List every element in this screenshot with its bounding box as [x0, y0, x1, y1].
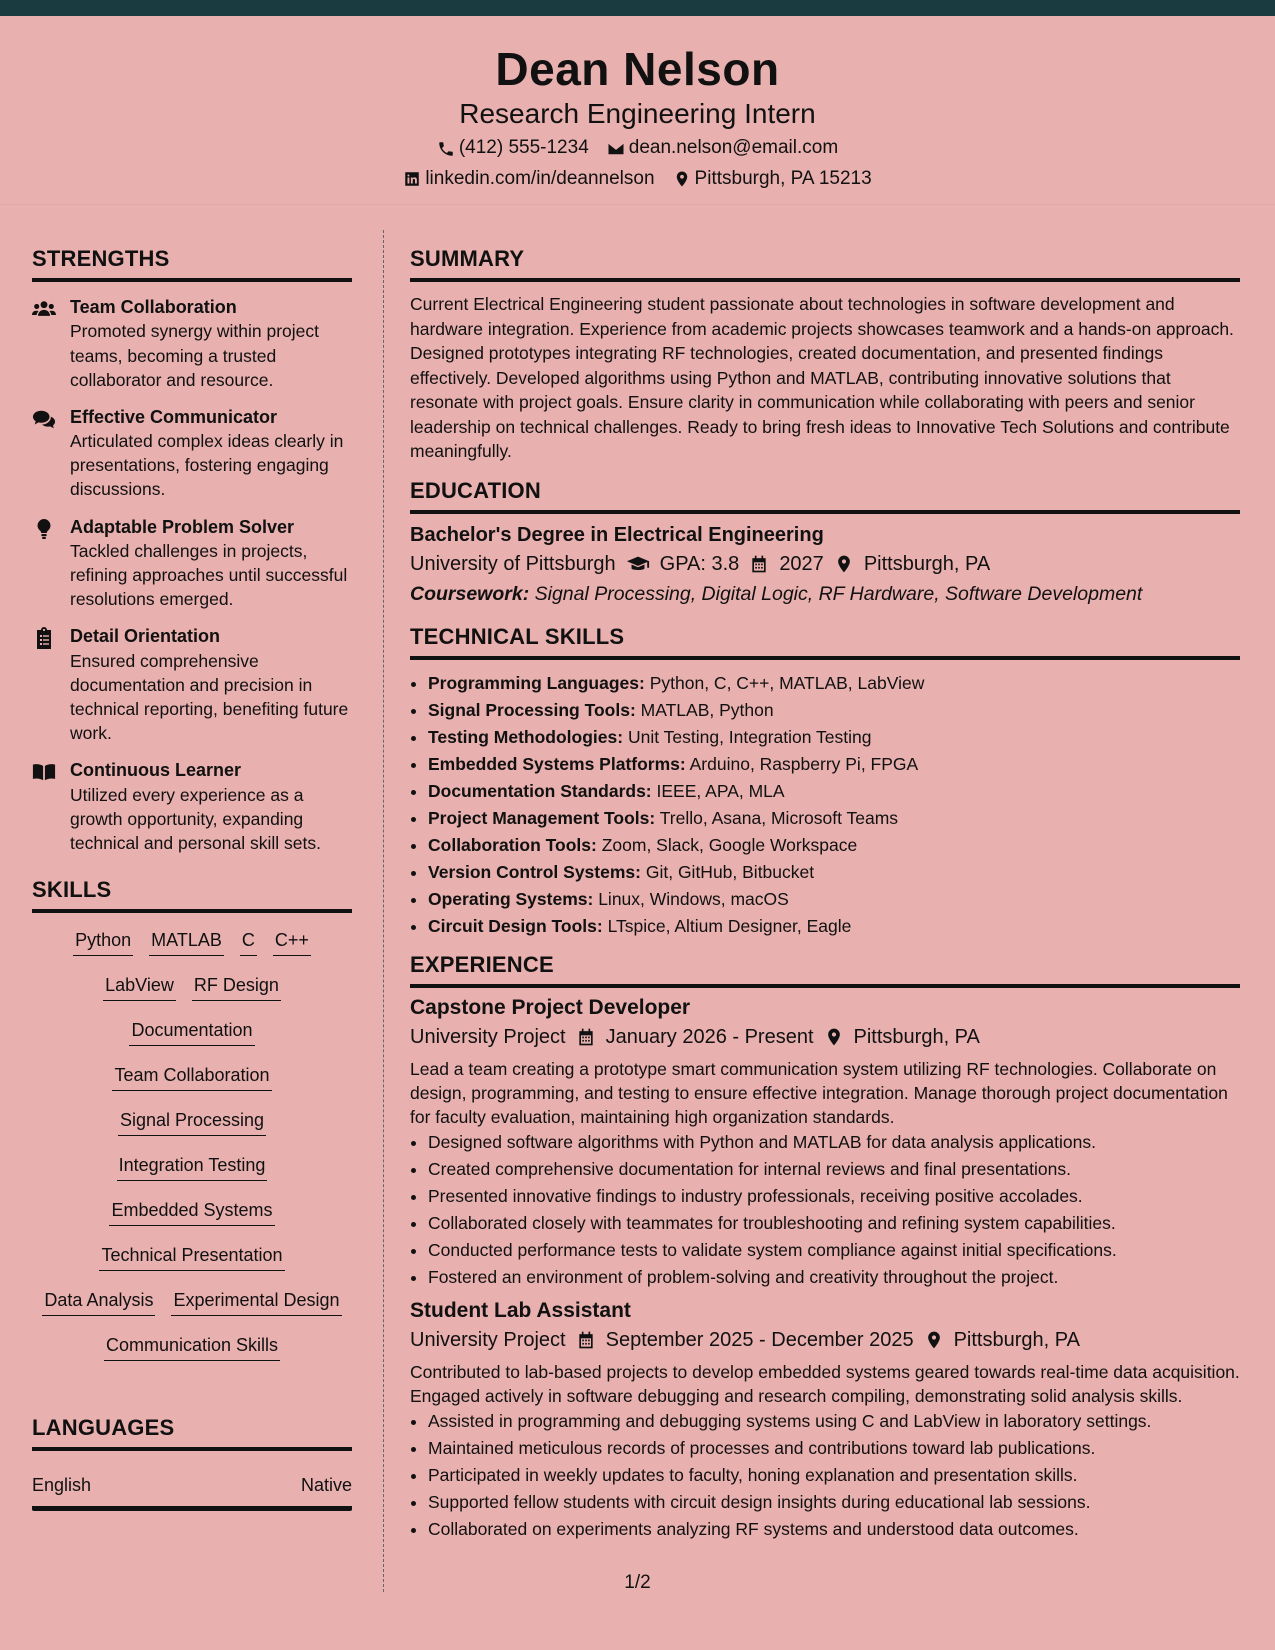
job-meta: [410, 1329, 1240, 1352]
skills-row: [32, 1336, 352, 1381]
tech-skill-value: Arduino, Raspberry Pi, FPGA: [689, 753, 919, 774]
tech-skill-value: Trello, Asana, Microsoft Teams: [659, 807, 899, 828]
list-item: • Designed software algorithms with Python and MATLAB for data analysis applications.: [428, 1129, 1240, 1156]
job-org: University Project: [410, 1328, 566, 1351]
job-entry: [410, 1299, 1240, 1543]
list-item: • Supported fellow students with circuit design insights during educational lab sessions.: [428, 1489, 1240, 1516]
skills-row: [32, 1246, 352, 1291]
skill-tag: Experimental Design: [171, 1291, 341, 1316]
list-item: [428, 670, 1240, 697]
tech-skill-value: Linux, Windows, macOS: [598, 888, 789, 909]
calendar-icon: [576, 1330, 596, 1350]
skill-tag: Integration Testing: [117, 1156, 268, 1181]
gpa-text: GPA: 3.8: [659, 552, 740, 575]
strength-title: Effective Communicator: [70, 406, 278, 427]
degree-title: Bachelor's Degree in Electrical Engineering: [410, 523, 824, 546]
skills-list: [32, 931, 352, 1381]
email-text: dean.nelson@email.com: [628, 137, 839, 159]
contact-row-2: [0, 167, 1275, 192]
list-item: [428, 751, 1240, 778]
coursework-line: [410, 583, 1240, 606]
book-icon: [32, 761, 56, 783]
skill-tag: C++: [273, 931, 311, 956]
strength-desc: Utilized every experience as a growth opportunity, expanding technical and personal skill sets.: [70, 784, 321, 854]
tech-skill-value: Zoom, Slack, Google Workspace: [601, 834, 858, 855]
tech-skill-value: Unit Testing, Integration Testing: [627, 726, 872, 747]
job-location: Pittsburgh, PA: [953, 1328, 1080, 1351]
education-location: Pittsburgh, PA: [863, 552, 991, 575]
phone-text: (412) 555-1234: [458, 137, 589, 159]
tech-skill-value: Git, GitHub, Bitbucket: [645, 861, 815, 882]
job-title: Capstone Project Developer: [410, 995, 691, 1019]
candidate-name: Dean Nelson: [495, 43, 780, 95]
strength-title: Team Collaboration: [70, 297, 237, 317]
location-contact: [673, 167, 872, 192]
job-org: University Project: [410, 1025, 566, 1048]
map-pin-icon: [834, 554, 854, 574]
clipboard-icon: [32, 627, 56, 649]
strength-item: [32, 625, 352, 745]
list-item: [428, 832, 1240, 859]
education-heading: EDUCATION: [410, 478, 1240, 514]
contact-row-1: [0, 136, 1275, 161]
skills-row: [32, 1021, 352, 1066]
tech-skill-label: Documentation Standards:: [428, 780, 652, 801]
strength-title: Continuous Learner: [70, 760, 242, 781]
strength-title: Adaptable Problem Solver: [70, 516, 295, 537]
school-name: University of Pittsburgh: [410, 552, 616, 575]
email-contact[interactable]: [607, 136, 838, 161]
skill-tag: LabView: [103, 976, 176, 1001]
job-location: Pittsburgh, PA: [853, 1025, 980, 1048]
left-column: [32, 246, 352, 1511]
strength-item: [32, 296, 352, 392]
skills-heading: SKILLS: [32, 877, 352, 913]
skills-row: [32, 1066, 352, 1111]
list-item: [428, 724, 1240, 751]
job-dates: January 2026 - Present: [605, 1025, 814, 1048]
job-description: Lead a team creating a prototype smart communication system utilizing RF technologies. Collaborate on design, programming, and testing to ensure effective integration. Manage thorough project documentation for faculty evaluation, maintaining high organization standards.: [410, 1058, 1228, 1127]
tech-skill-label: Project Management Tools:: [428, 807, 656, 828]
linkedin-icon: [403, 170, 421, 188]
job-dates: September 2025 - December 2025: [605, 1328, 914, 1351]
language-level: Native: [300, 1475, 352, 1496]
phone-contact: [437, 136, 589, 161]
list-item: [428, 913, 1240, 940]
skills-row: [32, 976, 352, 1021]
strength-title: Detail Orientation: [70, 626, 221, 647]
list-item: [428, 697, 1240, 724]
tech-skill-value: LTspice, Altium Designer, Eagle: [607, 915, 852, 936]
envelope-icon: [607, 140, 625, 158]
header-separator: [0, 204, 1275, 205]
page-number: 1/2: [624, 1572, 651, 1593]
job-bullets: [410, 1129, 1240, 1291]
map-pin-icon: [673, 170, 691, 188]
location-text: Pittsburgh, PA 15213: [694, 167, 872, 189]
calendar-icon: [749, 554, 769, 574]
list-item: [428, 805, 1240, 832]
job-title: Student Lab Assistant: [410, 1298, 631, 1322]
strength-item: [32, 759, 352, 855]
job-entry: [410, 996, 1240, 1291]
skill-tag: Documentation: [129, 1021, 254, 1046]
list-item: • Maintained meticulous records of processes and contributions toward lab publications.: [428, 1435, 1240, 1462]
graduation-year: 2027: [779, 552, 824, 575]
skill-tag: Python: [73, 931, 133, 956]
list-item: • Assisted in programming and debugging systems using C and LabView in laboratory settings.: [428, 1408, 1240, 1435]
skill-tag: MATLAB: [149, 931, 224, 956]
column-divider: [383, 230, 384, 1592]
skill-tag: Signal Processing: [118, 1111, 266, 1136]
resume-header: [0, 16, 1275, 204]
skill-tag: Technical Presentation: [99, 1246, 284, 1271]
strength-desc: Tackled challenges in projects, refining approaches until successful resolutions emerged.: [70, 541, 348, 610]
language-name: English: [32, 1475, 92, 1496]
tech-skill-label: Collaboration Tools:: [428, 834, 597, 855]
technical-skills-heading: TECHNICAL SKILLS: [410, 624, 1240, 660]
skill-tag: Team Collaboration: [112, 1066, 271, 1091]
technical-skills-list: [410, 670, 1240, 940]
strength-desc: Ensured comprehensive documentation and precision in technical reporting, benefiting future work.: [70, 650, 349, 744]
job-meta: [410, 1026, 1240, 1049]
skills-row: [32, 931, 352, 976]
list-item: • Collaborated closely with teammates for troubleshooting and refining system capabilities.: [428, 1210, 1240, 1237]
tech-skill-label: Operating Systems:: [428, 888, 594, 909]
skills-row: [32, 1201, 352, 1246]
coursework-list: Signal Processing, Digital Logic, RF Hardware, Software Development: [534, 582, 1143, 605]
graduation-cap-icon: [626, 554, 650, 574]
list-item: • Collaborated on experiments analyzing RF systems and understood data outcomes.: [428, 1516, 1240, 1543]
linkedin-text: linkedin.com/in/deannelson: [425, 167, 655, 189]
list-item: • Created comprehensive documentation for internal reviews and final presentations.: [428, 1156, 1240, 1183]
list-item: [428, 859, 1240, 886]
list-item: [428, 886, 1240, 913]
job-bullets: [410, 1408, 1240, 1543]
map-pin-icon: [824, 1027, 844, 1047]
linkedin-contact[interactable]: [403, 167, 654, 192]
summary-heading: SUMMARY: [410, 246, 1240, 282]
skill-tag: C: [240, 931, 257, 956]
skills-row: [32, 1156, 352, 1201]
coursework-label: Coursework:: [410, 582, 530, 605]
tech-skill-value: Python, C, C++, MATLAB, LabView: [649, 672, 925, 693]
tech-skill-label: Programming Languages:: [428, 672, 645, 693]
strength-desc: Promoted synergy within project teams, becoming a trusted collaborator and resource.: [70, 321, 319, 390]
list-item: • Participated in weekly updates to faculty, honing explanation and presentation skills.: [428, 1462, 1240, 1489]
skills-row: [32, 1291, 352, 1336]
phone-icon: [437, 140, 455, 158]
languages-heading: LANGUAGES: [32, 1415, 352, 1451]
tech-skill-value: MATLAB, Python: [640, 699, 774, 720]
list-item: • Fostered an environment of problem-solving and creativity throughout the project.: [428, 1264, 1240, 1291]
tech-skill-label: Version Control Systems:: [428, 861, 641, 882]
experience-heading: EXPERIENCE: [410, 952, 1240, 988]
skill-tag: Data Analysis: [42, 1291, 155, 1316]
tech-skill-label: Signal Processing Tools:: [428, 699, 636, 720]
tech-skill-label: Testing Methodologies:: [428, 726, 624, 747]
strength-item: [32, 516, 352, 612]
lightbulb-icon: [32, 518, 56, 540]
users-icon: [32, 298, 56, 320]
right-column: [410, 246, 1240, 1543]
skills-row: [32, 1111, 352, 1156]
summary-text: Current Electrical Engineering student passionate about technologies in software development and hardware integration. Experience from academic projects showcases teamwork and a hands-on approach. Designed prototypes integrating RF technologies, created documentation, and presented findings effectively. Developed algorithms using Python and MATLAB, contributing innovative solutions that resonate with project goals. Ensure clarity in communication while collaborating with peers and senior leadership on technical challenges. Ready to bring fresh ideas to Innovative Tech Solutions and contribute meaningfully.: [410, 294, 1234, 461]
language-item: [32, 1451, 352, 1511]
strengths-heading: STRENGTHS: [32, 246, 352, 282]
candidate-role: Research Engineering Intern: [459, 97, 816, 129]
education-meta: [410, 553, 1240, 576]
skill-tag: Embedded Systems: [109, 1201, 274, 1226]
comments-icon: [32, 408, 56, 430]
tech-skill-label: Embedded Systems Platforms:: [428, 753, 686, 774]
job-description: Contributed to lab-based projects to develop embedded systems geared towards real-time data acquisition. Engaged actively in software debugging and research compiling, demonstrating solid analysis skills.: [410, 1361, 1240, 1407]
strength-desc: Articulated complex ideas clearly in presentations, fostering engaging discussions.: [70, 431, 344, 500]
tech-skill-value: IEEE, APA, MLA: [656, 780, 785, 801]
map-pin-icon: [924, 1330, 944, 1350]
list-item: • Conducted performance tests to validate system compliance against initial specifications.: [428, 1237, 1240, 1264]
list-item: [428, 778, 1240, 805]
skill-tag: Communication Skills: [104, 1336, 280, 1361]
skill-tag: RF Design: [192, 976, 281, 1001]
calendar-icon: [576, 1027, 596, 1047]
strength-item: [32, 406, 352, 502]
list-item: • Presented innovative findings to industry professionals, receiving positive accolades.: [428, 1183, 1240, 1210]
tech-skill-label: Circuit Design Tools:: [428, 915, 603, 936]
top-accent-bar: [0, 0, 1275, 16]
